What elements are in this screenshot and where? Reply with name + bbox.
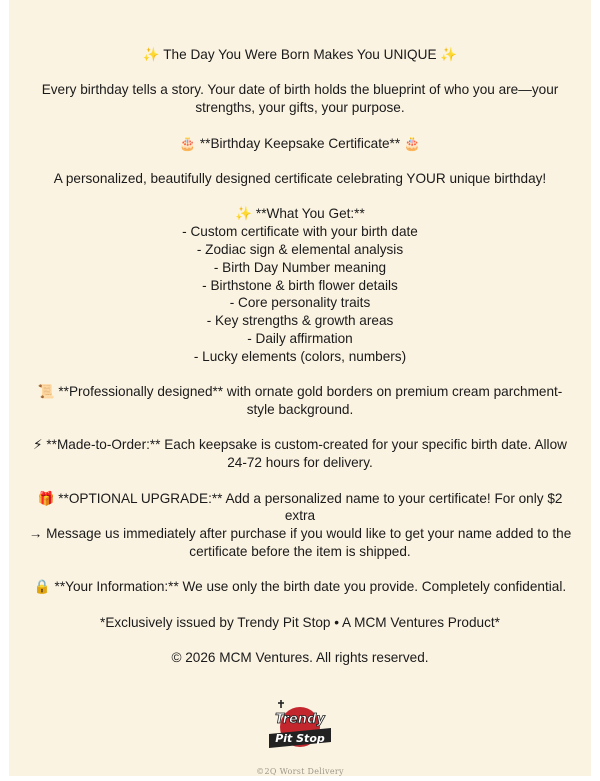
logo-word-trendy: Trendy (275, 712, 325, 727)
list-item: - Custom certificate with your birth date (182, 224, 418, 240)
list-item: - Zodiac sign & elemental analysis (196, 241, 404, 257)
list-item: - Lucky elements (colors, numbers) (193, 348, 407, 364)
copyright-block (28, 649, 573, 667)
design-note: 📜 **Professionally designed** with ornate gold borders on premium cream parchment-style background. (37, 384, 563, 417)
upgrade-offer: 🎁 **OPTIONAL UPGRADE:** Add a personalized name to your certificate! For only $2 extra (37, 490, 563, 524)
what-you-get-title: ✨ **What You Get:** (235, 206, 365, 222)
intro-block (28, 81, 573, 117)
list-item: - Daily affirmation (247, 330, 353, 346)
list-item: - Birthstone & birth flower details (202, 277, 398, 293)
logo-caption: ©2Q Worst Delivery (256, 767, 344, 776)
product-description-block (28, 170, 573, 188)
design-note-block (28, 383, 573, 419)
headline: ✨ The Day You Were Born Makes You UNIQUE ✨ (142, 47, 458, 62)
upgrade-instruction: → Message us immediately after purchase if you would like to get your name added to the certificate before the item is shipped. (28, 526, 572, 559)
issuer-block (28, 614, 573, 632)
intro-text: Every birthday tells a story. Your date of birth holds the blueprint of who you are—your strengths, your gifts, your purpose. (41, 82, 559, 116)
privacy-note: 🔒 **Your Information:** We use only the birth date you provide. Completely confidential. (33, 579, 567, 595)
product-description: A personalized, beautifully designed certificate celebrating YOUR unique birthday! (53, 170, 547, 186)
logo-word-pit-stop: Pit Stop (275, 732, 325, 745)
trendy-pit-stop-logo (265, 698, 335, 754)
made-to-order-block (28, 436, 573, 472)
list-item: - Key strengths & growth areas (206, 313, 394, 329)
issuer-line: *Exclusively issued by Trendy Pit Stop • A MCM Ventures Product* (100, 614, 500, 630)
certificate-listing-page (9, 0, 591, 776)
upgrade-block (28, 490, 573, 561)
brand-logo (9, 698, 591, 754)
product-title-block (28, 135, 573, 153)
list-item: - Birth Day Number meaning (213, 259, 387, 275)
headline-block (28, 46, 573, 64)
what-you-get-block (28, 205, 573, 365)
made-to-order-note: ⚡ **Made-to-Order:** Each keepsake is custom-created for your specific birth date. Allow 24-72 hours for delivery. (33, 437, 567, 471)
copyright: © 2026 MCM Ventures. All rights reserved. (171, 650, 429, 666)
privacy-block (28, 578, 573, 596)
product-title: 🎂 **Birthday Keepsake Certificate** 🎂 (179, 135, 421, 151)
list-item: - Core personality traits (229, 295, 371, 311)
